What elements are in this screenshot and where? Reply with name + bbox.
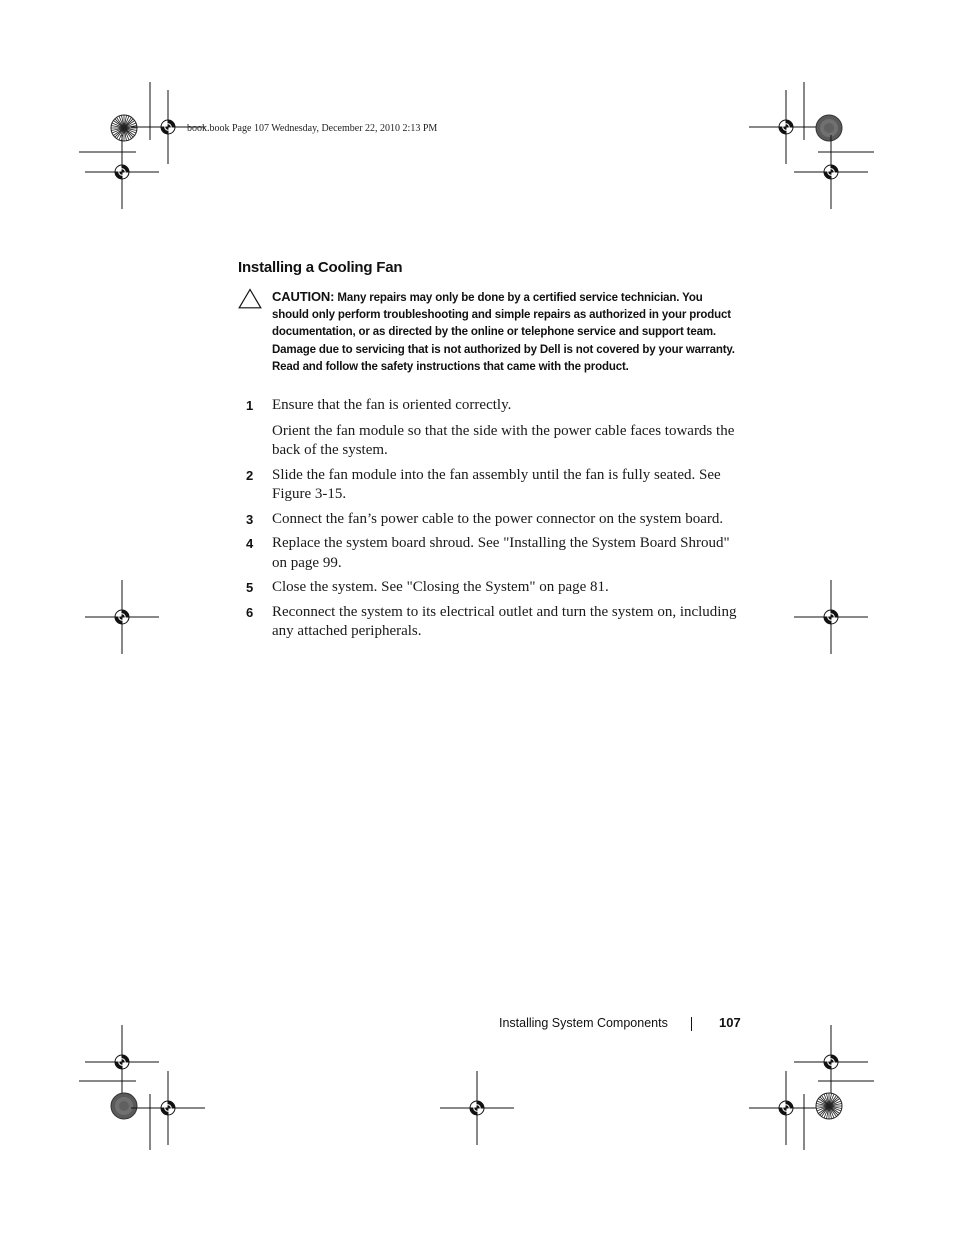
step-number: 3 xyxy=(246,511,254,527)
starburst-target-icon xyxy=(816,1093,842,1119)
step-text: Reconnect the system to its electrical outlet and turn the system on, including any attached peripherals. xyxy=(272,603,737,639)
step-text: Slide the fan module into the fan assembly until the fan is fully seated. See Figure 3-15. xyxy=(272,466,721,502)
dark-target-icon xyxy=(111,1093,137,1119)
crosshair-registration-icon xyxy=(85,580,159,654)
steps-list xyxy=(246,396,746,642)
section-title: Installing a Cooling Fan xyxy=(238,259,403,276)
footer-section-name: Installing System Components xyxy=(499,1016,668,1030)
step-number: 5 xyxy=(246,580,254,595)
caution-label: CAUTION: xyxy=(272,289,335,304)
warning-triangle-icon xyxy=(238,288,262,309)
step-item xyxy=(246,396,746,461)
page-number: 107 xyxy=(719,1015,741,1030)
crosshair-registration-icon xyxy=(794,580,868,654)
step-item xyxy=(246,510,746,530)
step-item xyxy=(246,466,746,505)
step-text: Close the system. See "Closing the System" on page 81. xyxy=(272,579,609,595)
crosshair-registration-icon xyxy=(749,90,823,164)
crosshair-registration-icon xyxy=(131,1071,205,1145)
dark-target-icon xyxy=(816,115,842,141)
step-number: 4 xyxy=(246,536,254,551)
crosshair-registration-icon xyxy=(440,1071,514,1145)
caution-message: Many repairs may only be done by a certified service technician. You should only perform troubleshooting and simple repairs as authorized in your product documentation, or as directed by the online or telephone service and support team. Damage due to servicing that is not authorized by Dell is not covered by your warranty. Read and follow the safety instructions that came with the product. xyxy=(272,292,735,373)
step-number: 6 xyxy=(246,604,254,620)
step-item xyxy=(246,603,746,642)
crosshair-registration-icon xyxy=(794,135,868,209)
starburst-target-icon xyxy=(111,115,137,141)
crosshair-registration-icon xyxy=(85,135,159,209)
step-number: 1 xyxy=(246,398,254,413)
crosshair-registration-icon xyxy=(85,1025,159,1099)
print-info-header: book.book Page 107 Wednesday, December 22, 2010 2:13 PM xyxy=(187,123,438,134)
step-number: 2 xyxy=(246,467,254,483)
step-text: Connect the fan’s power cable to the power connector on the system board. xyxy=(272,510,724,527)
step-item xyxy=(246,578,746,598)
crosshair-registration-icon xyxy=(794,1025,868,1099)
step-subtext: Orient the fan module so that the side with the power cable faces towards the back of the system. xyxy=(272,422,735,458)
footer-divider xyxy=(691,1017,692,1031)
crosshair-registration-icon xyxy=(749,1071,823,1145)
step-text: Ensure that the fan is oriented correctly. xyxy=(272,397,512,413)
caution-text-block xyxy=(272,288,740,376)
step-text: Replace the system board shroud. See "Installing the System Board Shroud" on page 99. xyxy=(272,535,730,571)
step-item xyxy=(246,534,746,573)
